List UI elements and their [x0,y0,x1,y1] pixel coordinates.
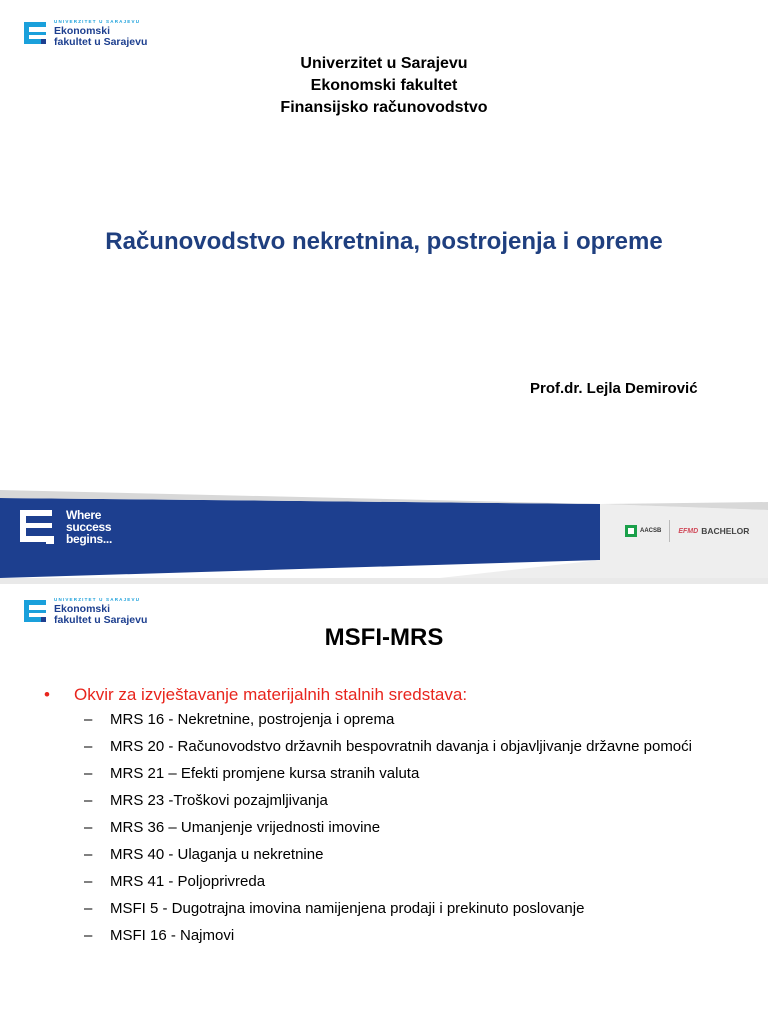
bachelor-label: BACHELOR [701,526,750,536]
logo-line-1: Ekonomski [54,24,111,37]
slide-heading: MSFI-MRS [324,624,444,651]
accreditation-logos [625,520,749,542]
aacsb-logo: AACSB [625,525,661,537]
author-name: Prof.dr. Lejla Demirović [530,380,698,397]
list-item: – MRS 41 - Poljoprivreda [84,873,266,890]
logo-line-1: Ekonomski [54,602,111,615]
faculty-logo-icon [24,22,48,46]
list-item: – MRS 21 – Efekti promjene kursa stranih valuta [84,765,420,782]
list-item: – MRS 40 - Ulaganja u nekretnine [84,846,324,863]
logo-tiny-text: UNIVERZITET U SARAJEVU [54,19,141,24]
bullet-text: Okvir za izvještavanje materijalnih stalnih sredstava: [74,685,468,704]
list-item: – MSFI 16 - Najmovi [84,927,235,944]
sub-list [44,710,744,945]
banner-tagline [66,509,112,545]
institution-header [0,53,768,119]
list-item: – MRS 23 -Troškovi pozajmljivanja [84,792,328,809]
slide-msfi-mrs [0,584,768,1024]
aacsb-icon [625,525,637,537]
logo-line-2: fakultet u Sarajevu [54,35,148,48]
logo-line-2: fakultet u Sarajevu [54,613,148,626]
tagline-line-1: Where [66,508,102,522]
bullet-item [44,684,744,706]
efmd-logo: EFMD [678,527,699,535]
tagline-line-2: success [66,520,112,534]
tagline-line-3: begins... [66,532,112,546]
bullet-marker: • [44,685,50,704]
presentation-title: Računovodstvo nekretnina, postrojenja i opreme [105,228,663,255]
university-name: Univerzitet u Sarajevu [300,55,468,72]
faculty-logo [24,20,147,48]
list-item: – MSFI 5 - Dugotrajna imovina namijenjena prodaji i prekinuto poslovanje [84,900,585,917]
list-item: – MRS 16 - Nekretnine, postrojenja i oprema [84,711,395,728]
standards-list [44,684,744,953]
list-item: – MRS 36 – Umanjenje vrijednosti imovine [84,819,381,836]
banner-logo-icon [20,510,54,544]
course-name: Finansijsko računovodstvo [280,99,488,116]
list-item: – MRS 20 - Računovodstvo državnih bespovratnih davanja i objavljivanje državne pomoći [84,738,692,755]
faculty-logo-icon [24,600,48,624]
logo-tiny-text: UNIVERZITET U SARAJEVU [54,597,141,602]
faculty-logo [24,598,147,626]
faculty-name: Ekonomski fakultet [310,77,458,94]
